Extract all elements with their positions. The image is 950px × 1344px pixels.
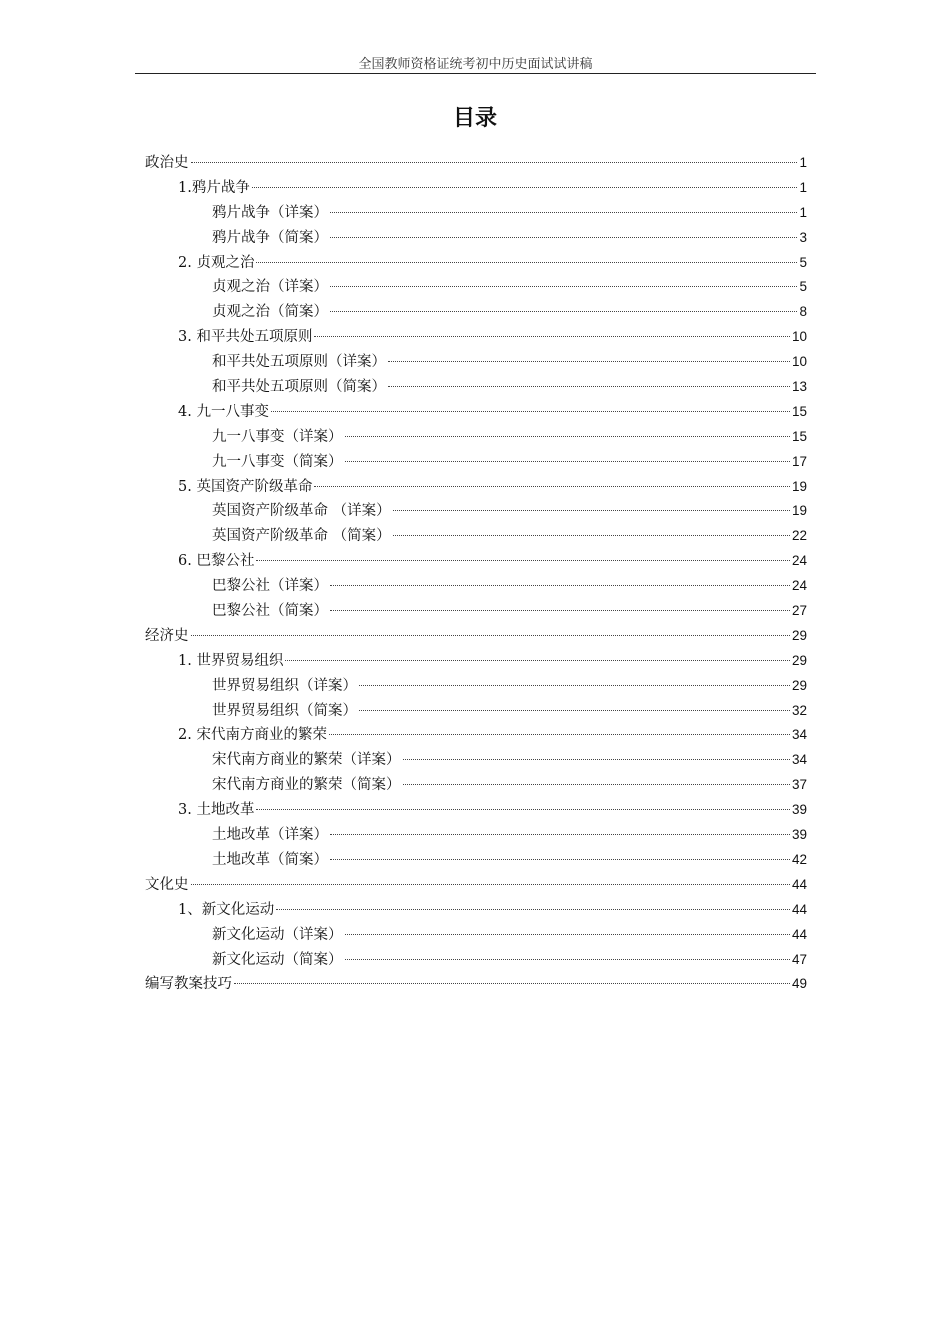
toc-dot-leader xyxy=(256,809,790,810)
toc-dot-leader xyxy=(345,436,790,437)
toc-entry[interactable] xyxy=(145,251,807,276)
toc-entry[interactable] xyxy=(145,699,807,724)
toc-dot-leader xyxy=(388,361,790,362)
toc-entry[interactable] xyxy=(145,723,807,748)
toc-entry-label: 宋代南方商业的繁荣（简案） xyxy=(212,777,401,794)
toc-entry-label: 贞观之治（详案） xyxy=(212,279,328,296)
toc-entry[interactable] xyxy=(145,151,807,176)
toc-entry-page-number: 19 xyxy=(791,503,807,519)
toc-entry-page-number: 32 xyxy=(791,702,807,718)
toc-entry-label: 世界贸易组织（详案） xyxy=(212,677,357,694)
toc-entry[interactable] xyxy=(145,873,807,898)
toc-entry-label: 编写教案技巧 xyxy=(145,976,232,993)
toc-entry-label: 2. 宋代南方商业的繁荣 xyxy=(178,727,327,744)
toc-entry-page-number: 1 xyxy=(799,155,807,170)
toc-entry[interactable] xyxy=(145,450,807,475)
toc-entry-page-number: 37 xyxy=(791,777,807,793)
toc-dot-leader xyxy=(330,585,790,586)
toc-dot-leader xyxy=(330,311,797,312)
toc-entry-label: 3. 和平共处五项原则 xyxy=(178,329,313,346)
toc-entry-page-number: 1 xyxy=(799,204,807,220)
toc-entry-label: 1.鸦片战争 xyxy=(178,179,250,196)
toc-entry[interactable] xyxy=(145,574,807,599)
toc-dot-leader xyxy=(345,959,790,960)
toc-dot-leader xyxy=(271,411,790,412)
toc-entry-label: 2. 贞观之治 xyxy=(178,254,255,271)
toc-entry-label: 1. 世界贸易组织 xyxy=(178,652,284,669)
toc-dot-leader xyxy=(388,386,790,387)
toc-entry-label: 和平共处五项原则（简案） xyxy=(212,379,386,396)
toc-entry-page-number: 3 xyxy=(799,229,807,245)
toc-dot-leader xyxy=(191,162,798,163)
toc-dot-leader xyxy=(314,336,790,337)
toc-dot-leader xyxy=(359,710,790,711)
toc-entry-page-number: 22 xyxy=(791,528,807,544)
toc-dot-leader xyxy=(256,262,797,263)
toc-entry-page-number: 1 xyxy=(799,179,807,195)
toc-dot-leader xyxy=(191,635,790,636)
toc-entry[interactable] xyxy=(145,823,807,848)
toc-entry-label: 鸦片战争（简案） xyxy=(212,229,328,246)
toc-dot-leader xyxy=(359,685,790,686)
toc-title: 目录 xyxy=(452,106,497,131)
toc-entry-page-number: 42 xyxy=(791,851,807,867)
toc-entry-label: 土地改革（简案） xyxy=(212,851,328,868)
toc-entry-page-number: 17 xyxy=(791,453,807,469)
toc-entry-label: 土地改革（详案） xyxy=(212,827,328,844)
toc-dot-leader xyxy=(330,610,790,611)
toc-dot-leader xyxy=(403,759,790,760)
toc-dot-leader xyxy=(345,461,790,462)
toc-entry[interactable] xyxy=(145,499,807,524)
toc-entry-label: 新文化运动（简案） xyxy=(212,951,343,968)
toc-entry[interactable] xyxy=(145,176,807,201)
toc-entry-label: 1、新文化运动 xyxy=(178,901,275,918)
toc-entry[interactable] xyxy=(145,350,807,375)
toc-entry-label: 英国资产阶级革命 （详案） xyxy=(212,503,391,520)
toc-entry-page-number: 44 xyxy=(791,926,807,942)
toc-entry-page-number: 10 xyxy=(791,354,807,370)
toc-entry-label: 新文化运动（详案） xyxy=(212,926,343,943)
toc-entry-page-number: 29 xyxy=(791,677,807,693)
toc-entry-page-number: 24 xyxy=(791,578,807,594)
toc-entry[interactable] xyxy=(145,948,807,973)
toc-dot-leader xyxy=(314,486,790,487)
toc-dot-leader xyxy=(393,535,790,536)
toc-entry-page-number: 39 xyxy=(791,827,807,843)
toc-entry-label: 巴黎公社（详案） xyxy=(212,578,328,595)
toc-dot-leader xyxy=(330,834,790,835)
toc-entry[interactable] xyxy=(145,748,807,773)
toc-dot-leader xyxy=(330,859,790,860)
toc-entry[interactable] xyxy=(145,798,807,823)
toc-entry[interactable] xyxy=(145,201,807,226)
toc-entry[interactable] xyxy=(145,275,807,300)
toc-entry-page-number: 29 xyxy=(791,652,807,668)
toc-entry-page-number: 19 xyxy=(791,478,807,494)
toc-entry[interactable] xyxy=(145,524,807,549)
toc-entry-page-number: 10 xyxy=(791,329,807,345)
table-of-contents xyxy=(145,151,807,997)
toc-entry[interactable] xyxy=(145,375,807,400)
toc-entry-page-number: 5 xyxy=(799,254,807,270)
toc-entry-label: 3. 土地改革 xyxy=(178,802,255,819)
toc-entry-page-number: 39 xyxy=(791,802,807,818)
toc-dot-leader xyxy=(256,560,790,561)
toc-entry-label: 英国资产阶级革命 （简案） xyxy=(212,528,391,545)
toc-entry[interactable] xyxy=(145,400,807,425)
toc-entry[interactable] xyxy=(145,898,807,923)
toc-dot-leader xyxy=(234,983,790,984)
toc-entry-page-number: 15 xyxy=(791,428,807,444)
toc-entry-label: 4. 九一八事变 xyxy=(178,403,269,420)
toc-entry-page-number: 49 xyxy=(791,976,807,992)
toc-entry-page-number: 29 xyxy=(791,627,807,643)
toc-entry[interactable] xyxy=(145,475,807,500)
toc-entry[interactable] xyxy=(145,674,807,699)
toc-entry-label: 世界贸易组织（简案） xyxy=(212,702,357,719)
toc-entry-page-number: 13 xyxy=(791,379,807,395)
toc-entry-page-number: 15 xyxy=(791,403,807,419)
toc-entry-label: 经济史 xyxy=(145,627,189,644)
toc-entry-label: 和平共处五项原则（详案） xyxy=(212,354,386,371)
toc-entry-label: 5. 英国资产阶级革命 xyxy=(178,478,313,495)
toc-entry-label: 宋代南方商业的繁荣（详案） xyxy=(212,752,401,769)
toc-entry[interactable] xyxy=(145,599,807,624)
toc-entry[interactable] xyxy=(145,300,807,325)
toc-entry-page-number: 34 xyxy=(791,752,807,768)
toc-entry-label: 文化史 xyxy=(145,876,189,893)
toc-dot-leader xyxy=(329,734,790,735)
toc-entry-page-number: 24 xyxy=(791,553,807,569)
toc-entry[interactable] xyxy=(145,773,807,798)
toc-dot-leader xyxy=(276,909,790,910)
toc-dot-leader xyxy=(330,237,797,238)
toc-dot-leader xyxy=(345,934,790,935)
toc-entry[interactable] xyxy=(145,425,807,450)
toc-entry[interactable] xyxy=(145,325,807,350)
toc-entry-page-number: 44 xyxy=(791,901,807,917)
toc-entry-label: 鸦片战争（详案） xyxy=(212,204,328,221)
toc-entry[interactable] xyxy=(145,649,807,674)
header-rule xyxy=(135,73,816,74)
toc-entry-page-number: 8 xyxy=(799,304,807,320)
toc-entry-page-number: 44 xyxy=(791,876,807,892)
toc-entry[interactable] xyxy=(145,549,807,574)
toc-dot-leader xyxy=(393,510,790,511)
toc-entry[interactable] xyxy=(145,624,807,649)
toc-dot-leader xyxy=(191,884,790,885)
toc-entry-label: 九一八事变（详案） xyxy=(212,428,343,445)
toc-dot-leader xyxy=(252,187,798,188)
toc-entry-label: 贞观之治（简案） xyxy=(212,304,328,321)
toc-entry-label: 九一八事变（简案） xyxy=(212,453,343,470)
toc-entry[interactable] xyxy=(145,226,807,251)
toc-dot-leader xyxy=(285,660,790,661)
toc-dot-leader xyxy=(330,286,797,287)
toc-entry[interactable] xyxy=(145,848,807,873)
toc-entry-page-number: 27 xyxy=(791,603,807,619)
toc-entry-label: 巴黎公社（简案） xyxy=(212,603,328,620)
running-header: 全国教师资格证统考初中历史面试试讲稿 xyxy=(358,57,593,72)
toc-entry-label: 政治史 xyxy=(145,155,189,171)
toc-entry-page-number: 5 xyxy=(799,279,807,295)
toc-dot-leader xyxy=(330,212,797,213)
toc-entry-page-number: 34 xyxy=(791,727,807,743)
toc-entry[interactable] xyxy=(145,972,807,997)
toc-entry-label: 6. 巴黎公社 xyxy=(178,553,255,570)
toc-entry[interactable] xyxy=(145,923,807,948)
toc-entry-page-number: 47 xyxy=(791,951,807,967)
toc-dot-leader xyxy=(403,784,790,785)
